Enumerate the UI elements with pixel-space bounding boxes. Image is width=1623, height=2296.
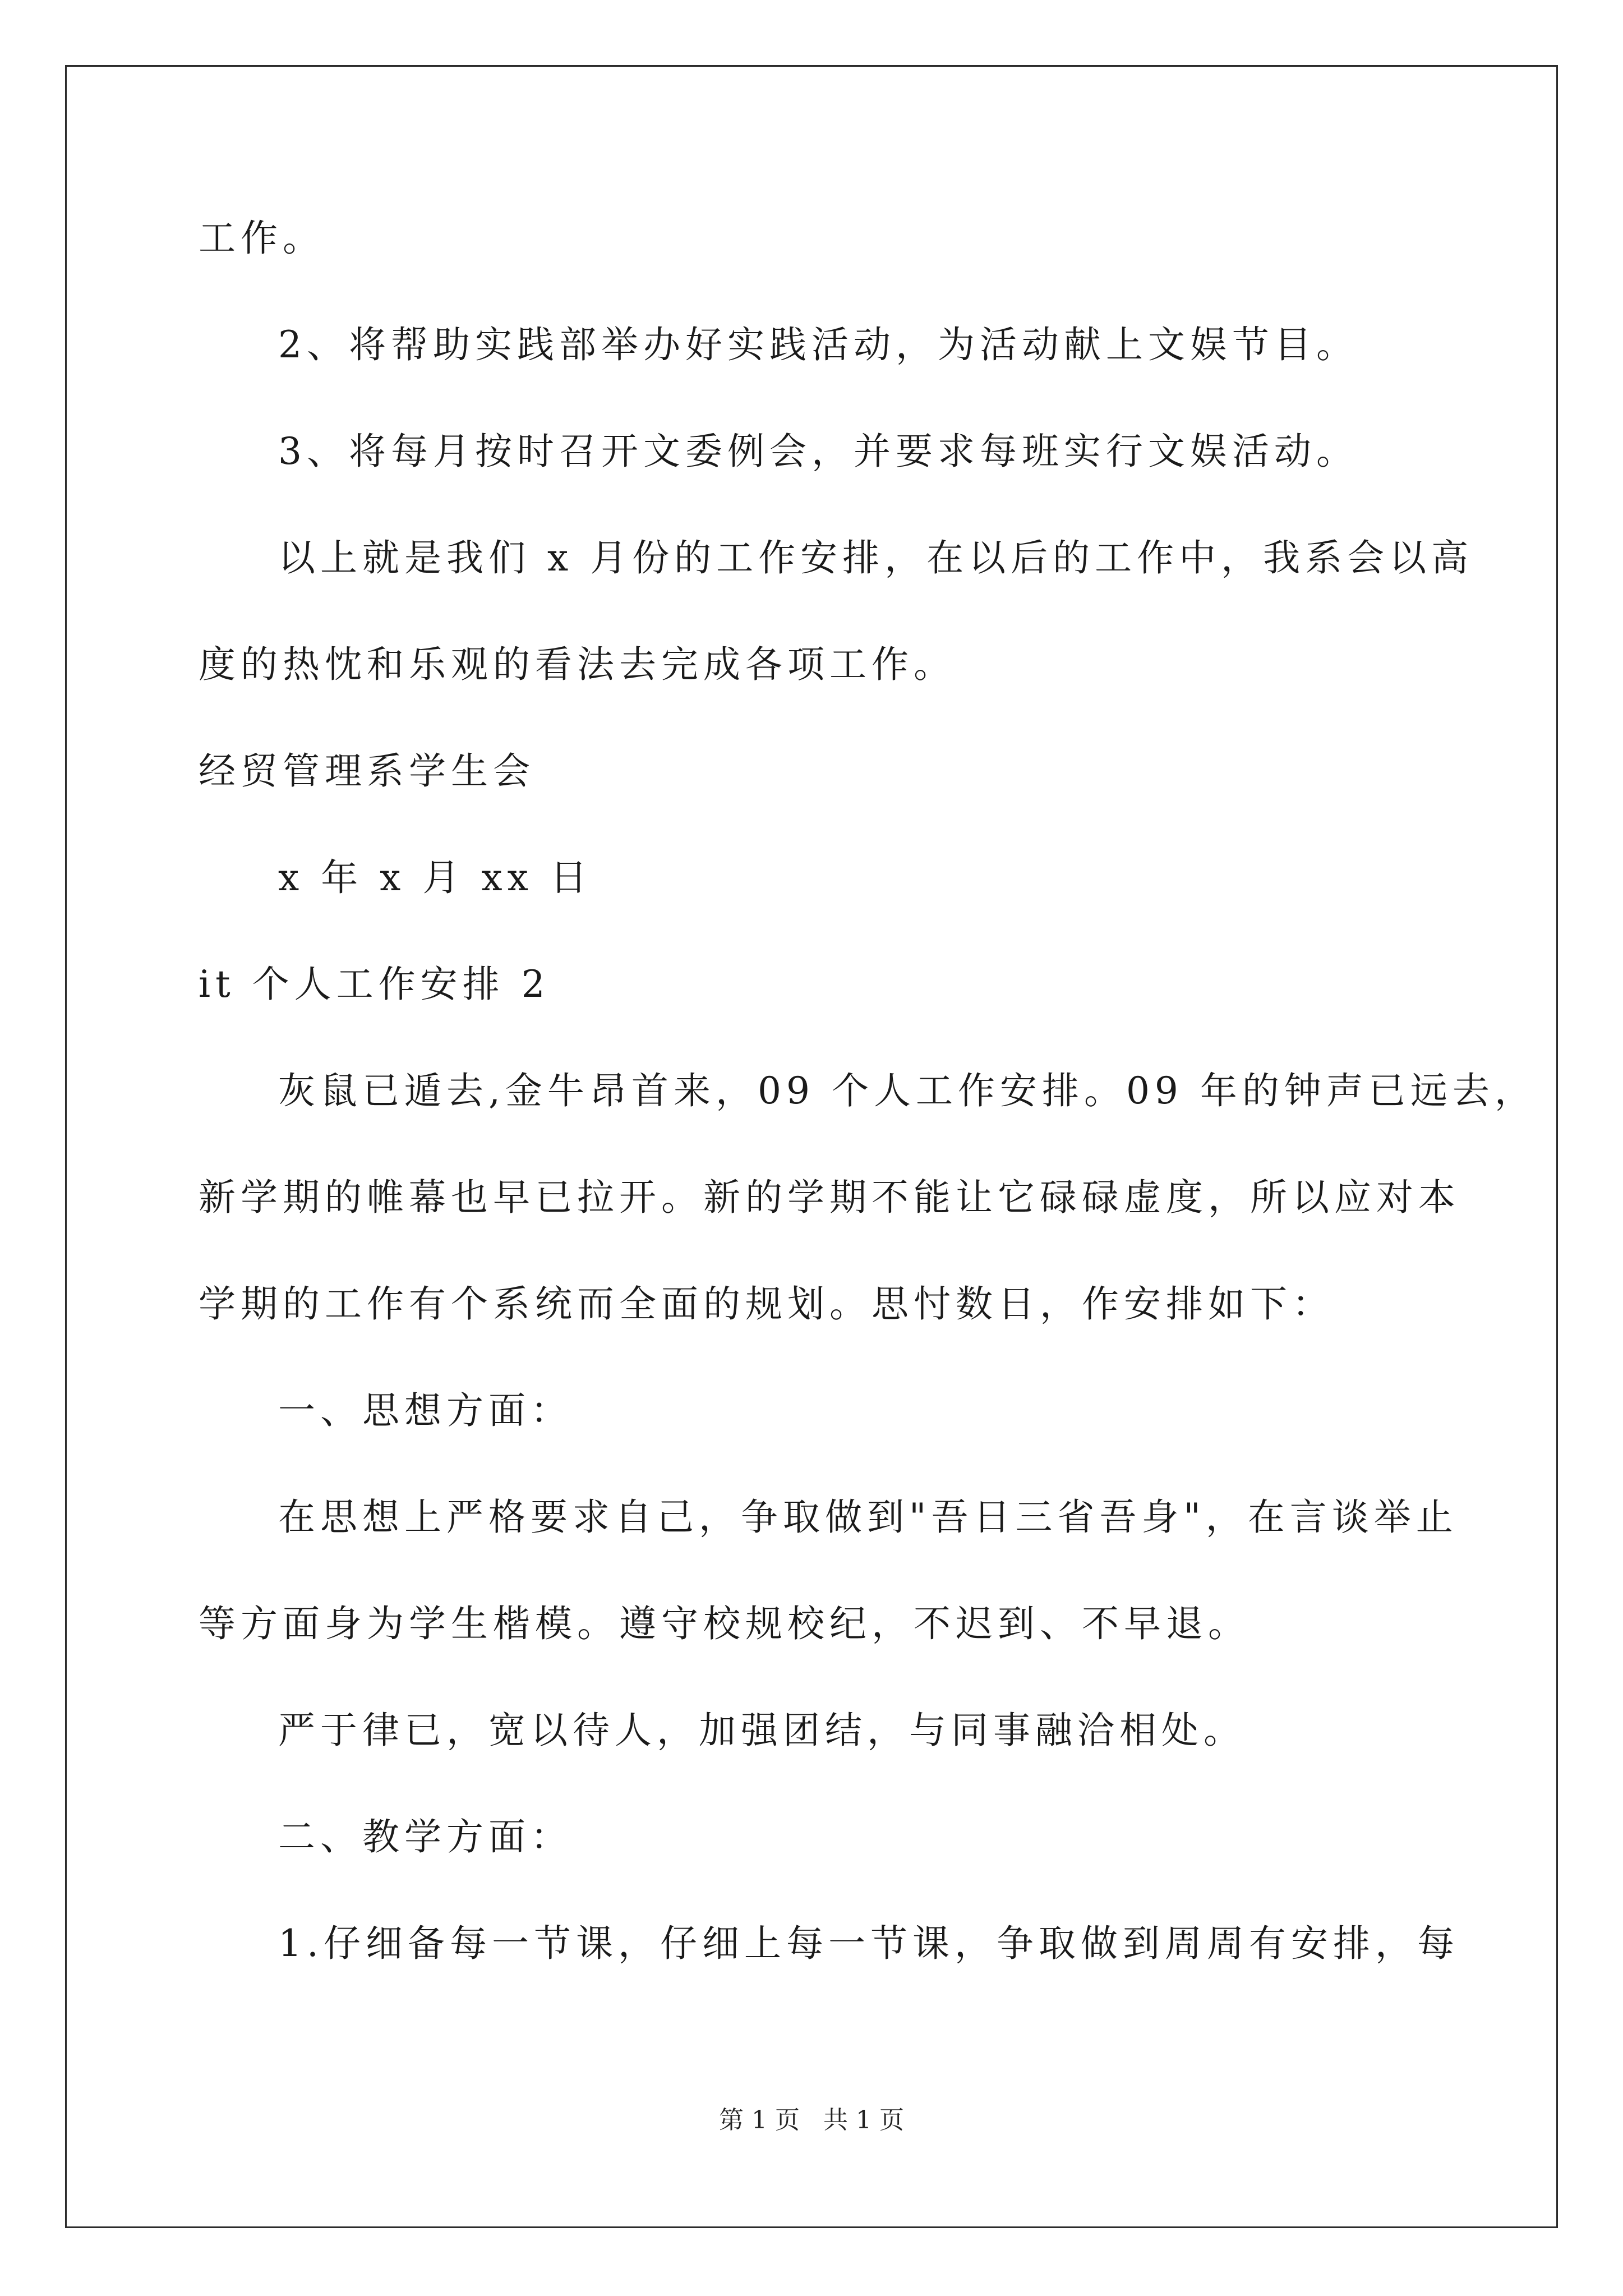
paragraph-line-13: 在思想上严格要求自己，争取做到"吾日三省吾身"，在言谈举止 (278, 1496, 1458, 1539)
paragraph-line-1: 工作。 (199, 217, 325, 260)
paragraph-line-5: 度的热忱和乐观的看法去完成各项工作。 (199, 643, 956, 686)
page-border (65, 65, 1558, 2228)
paragraph-line-15: 严于律已，宽以待人，加强团结，与同事融洽相处。 (278, 1709, 1246, 1752)
paragraph-line-17: 1.仔细备每一节课，仔细上每一节课，争取做到周周有安排，每 (278, 1922, 1459, 1965)
list-item-2: 2、将帮助实践部举办好实践活动，为活动献上文娱节目。 (278, 323, 1358, 366)
heading-teaching: 二、教学方面： (278, 1815, 573, 1858)
paragraph-line-11: 学期的工作有个系统而全面的规划。思忖数日，作安排如下： (199, 1282, 1334, 1326)
paragraph-line-9: 灰鼠已遁去,金牛昂首来，09 个人工作安排。09 年的钟声已远去， (278, 1069, 1537, 1112)
heading-thought: 一、思想方面： (278, 1389, 573, 1432)
section-title: it 个人工作安排 2 (199, 963, 550, 1006)
paragraph-line-4: 以上就是我们 x 月份的工作安排，在以后的工作中，我系会以高 (278, 536, 1474, 579)
paragraph-line-10: 新学期的帷幕也早已拉开。新的学期不能让它碌碌虚度，所以应对本 (199, 1176, 1460, 1219)
paragraph-line-14: 等方面身为学生楷模。遵守校规校纪，不迟到、不早退。 (199, 1602, 1250, 1645)
page-footer: 第 1 页 共 1 页 (719, 2106, 904, 2134)
signature-date: x 年 x 月 xx 日 (278, 856, 592, 899)
list-item-3: 3、将每月按时召开文委例会，并要求每班实行文娱活动。 (278, 430, 1358, 473)
signature-org: 经贸管理系学生会 (199, 749, 535, 793)
